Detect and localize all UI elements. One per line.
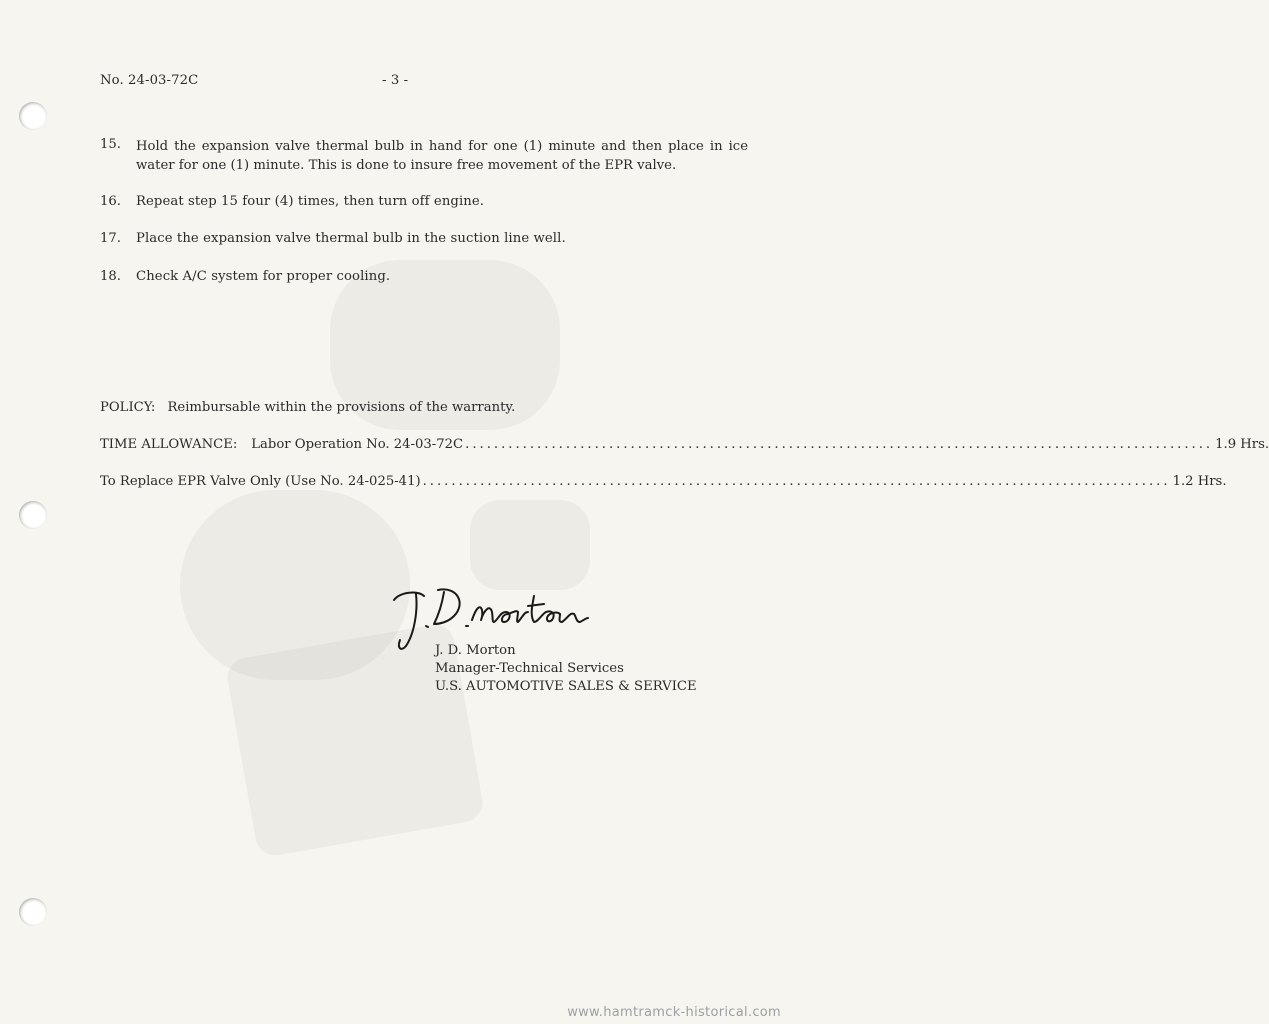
replace-text: To Replace EPR Valve Only (Use No. 24-025-41)	[100, 474, 421, 489]
policy-line	[100, 400, 515, 415]
punch-hole-bottom	[19, 898, 47, 926]
document-number: No. 24-03-72C	[100, 73, 199, 88]
signer-title: Manager-Technical Services	[435, 661, 624, 676]
step-text: Place the expansion valve thermal bulb in the suction line well.	[136, 231, 566, 246]
step-number: 17.	[100, 231, 121, 246]
dot-leader: ........................................................................................................	[465, 437, 1214, 452]
step-text: Hold the expansion valve thermal bulb in hand for one (1) minute and then place in ice water for one (1) minute. This is done to insure free movement of the EPR valve.	[136, 139, 748, 173]
replace-line	[100, 474, 1227, 489]
policy-label: POLICY:	[100, 400, 156, 415]
step-number: 18.	[100, 269, 121, 284]
replace-value: 1.2 Hrs.	[1172, 474, 1227, 489]
dot-leader: ........................................................................................................	[422, 474, 1171, 489]
page-number: - 3 -	[382, 73, 409, 88]
punch-hole-top	[19, 102, 47, 130]
time-allowance-value: 1.9 Hrs.	[1215, 437, 1269, 452]
step-number: 16.	[100, 194, 121, 209]
background-artwork	[470, 500, 590, 590]
signer-company: U.S. AUTOMOTIVE SALES & SERVICE	[435, 679, 697, 694]
step-number: 15.	[100, 137, 121, 152]
signer-name: J. D. Morton	[435, 643, 516, 658]
time-allowance-line	[100, 437, 1269, 452]
punch-hole-middle	[19, 501, 47, 529]
step-text: Check A/C system for proper cooling.	[136, 269, 391, 284]
policy-text: Reimbursable within the provisions of the warranty.	[167, 400, 516, 415]
time-allowance-label: TIME ALLOWANCE:	[100, 437, 238, 452]
website-watermark: www.hamtramck-historical.com	[567, 1005, 781, 1020]
step-text: Repeat step 15 four (4) times, then turn off engine.	[136, 194, 485, 209]
time-allowance-text: Labor Operation No. 24-03-72C	[251, 437, 464, 452]
